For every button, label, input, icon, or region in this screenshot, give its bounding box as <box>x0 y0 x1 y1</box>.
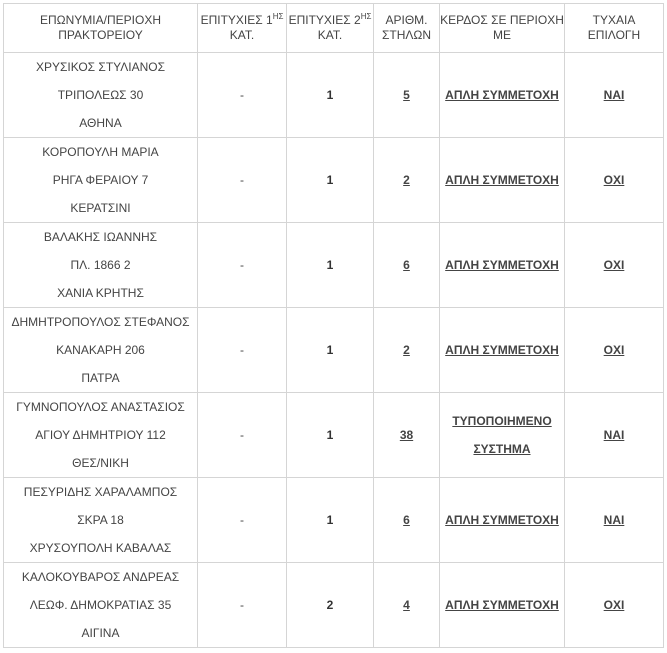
gain-link[interactable]: ΑΠΛΗ ΣΥΜΜΕΤΟΧΗ <box>445 88 559 102</box>
gain-cell <box>440 563 565 648</box>
table-row <box>4 53 664 138</box>
agency-city: ΠΑΤΡΑ <box>81 371 120 385</box>
agency-cell <box>4 563 198 648</box>
agency-city: ΧΡΥΣΟΥΠΟΛΗ ΚΑΒΑΛΑΣ <box>29 541 172 555</box>
random-link[interactable]: ΟΧΙ <box>603 173 625 187</box>
header-wins-1st: ΕΠΙΤΥΧΙΕΣ $1^{H\Sigma}$ ΚΑΤ. <box>198 4 287 53</box>
columns-link[interactable]: 4 <box>403 598 410 612</box>
wins-2nd-cell: 1 <box>287 53 374 138</box>
columns-link[interactable]: 2 <box>403 173 410 187</box>
wins-2nd-cell: 1 <box>287 478 374 563</box>
agency-address: ΑΓΙΟΥ ΔΗΜΗΤΡΙΟΥ 112 <box>35 428 166 442</box>
columns-cell <box>374 223 440 308</box>
agency-city: ΑΘΗΝΑ <box>79 116 122 130</box>
gain-cell <box>440 138 565 223</box>
agency-name: ΓΥΜΝΟΠΟΥΛΟΣ ΑΝΑΣΤΑΣΙΟΣ <box>16 400 185 414</box>
table-body <box>4 53 664 648</box>
gain-link[interactable]: ΑΠΛΗ ΣΥΜΜΕΤΟΧΗ <box>445 343 559 357</box>
random-cell <box>565 223 664 308</box>
gain-link[interactable]: ΑΠΛΗ ΣΥΜΜΕΤΟΧΗ <box>445 513 559 527</box>
agency-address: ΣΚΡΑ 18 <box>77 513 124 527</box>
wins-1st-cell: - <box>198 478 287 563</box>
agency-address: ΛΕΩΦ. ΔΗΜΟΚΡΑΤΙΑΣ 35 <box>29 598 172 612</box>
random-cell <box>565 53 664 138</box>
wins-2nd-cell: 1 <box>287 223 374 308</box>
header-gain: ΚΕΡΔΟΣ ΣΕ ΠΕΡΙΟΧΗ ΜΕ <box>440 4 565 53</box>
wins-2nd-cell: 1 <box>287 138 374 223</box>
agency-city: ΚΕΡΑΤΣΙΝΙ <box>70 201 131 215</box>
agency-cell <box>4 393 198 478</box>
gain-link[interactable]: ΑΠΛΗ ΣΥΜΜΕΤΟΧΗ <box>445 173 559 187</box>
header-row <box>4 4 664 53</box>
gain-cell <box>440 478 565 563</box>
header-random: ΤΥΧΑΙΑ ΕΠΙΛΟΓΗ <box>565 4 664 53</box>
table-row <box>4 393 664 478</box>
random-cell <box>565 138 664 223</box>
random-link[interactable]: ΟΧΙ <box>603 258 625 272</box>
wins-1st-cell: - <box>198 308 287 393</box>
columns-cell <box>374 393 440 478</box>
agency-address: ΡΗΓΑ ΦΕΡΑΙΟΥ 7 <box>52 173 149 187</box>
header-columns: ΑΡΙΘΜ. ΣΤΗΛΩΝ <box>374 4 440 53</box>
gain-link-line2[interactable]: ΣΥΣΤΗΜΑ <box>473 442 531 456</box>
agency-city: ΘΕΣ/ΝΙΚΗ <box>72 456 129 470</box>
agency-address: ΤΡΙΠΟΛΕΩΣ 30 <box>57 88 144 102</box>
table-row <box>4 563 664 648</box>
random-link[interactable]: ΝΑΙ <box>603 88 625 102</box>
table-row <box>4 138 664 223</box>
header-agency: ΕΠΩΝΥΜΙΑ/ΠΕΡΙΟΧΗ ΠΡΑΚΤΟΡΕΙΟΥ <box>4 4 198 53</box>
agency-address: ΚΑΝΑΚΑΡΗ 206 <box>56 343 145 357</box>
random-cell <box>565 478 664 563</box>
columns-link[interactable]: 6 <box>403 513 410 527</box>
columns-cell <box>374 308 440 393</box>
agency-name: ΚΟΡΟΠΟΥΛΗ ΜΑΡΙΑ <box>42 145 159 159</box>
agency-city: ΧΑΝΙΑ ΚΡΗΤΗΣ <box>57 286 144 300</box>
agency-city: ΑΙΓΙΝΑ <box>81 626 120 640</box>
wins-1st-cell: - <box>198 393 287 478</box>
wins-2nd-cell: 1 <box>287 393 374 478</box>
agency-cell <box>4 53 198 138</box>
random-link[interactable]: ΟΧΙ <box>603 343 625 357</box>
columns-cell <box>374 138 440 223</box>
agency-name: ΚΑΛΟΚΟΥΒΑΡΟΣ ΑΝΔΡΕΑΣ <box>21 570 180 584</box>
agency-cell <box>4 308 198 393</box>
gain-cell <box>440 223 565 308</box>
header-wins-2nd: ΕΠΙΤΥΧΙΕΣ $2^{H\Sigma}$ ΚΑΤ. <box>287 4 374 53</box>
winners-table <box>3 3 664 648</box>
random-cell <box>565 308 664 393</box>
random-cell <box>565 563 664 648</box>
table-row <box>4 478 664 563</box>
agency-cell <box>4 138 198 223</box>
columns-link[interactable]: 2 <box>403 343 410 357</box>
gain-cell <box>440 393 565 478</box>
agency-address: ΠΛ. 1866 2 <box>70 258 131 272</box>
wins-1st-cell: - <box>198 138 287 223</box>
wins-2nd-cell: 1 <box>287 308 374 393</box>
gain-cell <box>440 308 565 393</box>
agency-cell <box>4 478 198 563</box>
columns-link[interactable]: 6 <box>403 258 410 272</box>
columns-cell <box>374 53 440 138</box>
random-cell <box>565 393 664 478</box>
agency-name: ΧΡΥΣΙΚΟΣ ΣΤΥΛΙΑΝΟΣ <box>35 60 166 74</box>
columns-cell <box>374 563 440 648</box>
gain-link[interactable]: ΑΠΛΗ ΣΥΜΜΕΤΟΧΗ <box>445 598 559 612</box>
random-link[interactable]: ΝΑΙ <box>603 428 625 442</box>
table-row <box>4 223 664 308</box>
gain-link[interactable]: ΤΥΠΟΠΟΙΗΜΕΝΟ <box>452 414 552 428</box>
wins-1st-cell: - <box>198 563 287 648</box>
gain-cell <box>440 53 565 138</box>
columns-link[interactable]: 38 <box>399 428 414 442</box>
wins-1st-cell: - <box>198 53 287 138</box>
gain-link[interactable]: ΑΠΛΗ ΣΥΜΜΕΤΟΧΗ <box>445 258 559 272</box>
random-link[interactable]: ΟΧΙ <box>603 598 625 612</box>
table-row <box>4 308 664 393</box>
agency-name: ΔΗΜΗΤΡΟΠΟΥΛΟΣ ΣΤΕΦΑΝΟΣ <box>11 315 190 329</box>
wins-2nd-cell: 2 <box>287 563 374 648</box>
wins-1st-cell: - <box>198 223 287 308</box>
agency-name: ΒΑΛΑΚΗΣ ΙΩΑΝΝΗΣ <box>43 230 158 244</box>
random-link[interactable]: ΝΑΙ <box>603 513 625 527</box>
agency-cell <box>4 223 198 308</box>
columns-cell <box>374 478 440 563</box>
agency-name: ΠΕΣΥΡΙΔΗΣ ΧΑΡΑΛΑΜΠΟΣ <box>23 485 178 499</box>
columns-link[interactable]: 5 <box>403 88 410 102</box>
